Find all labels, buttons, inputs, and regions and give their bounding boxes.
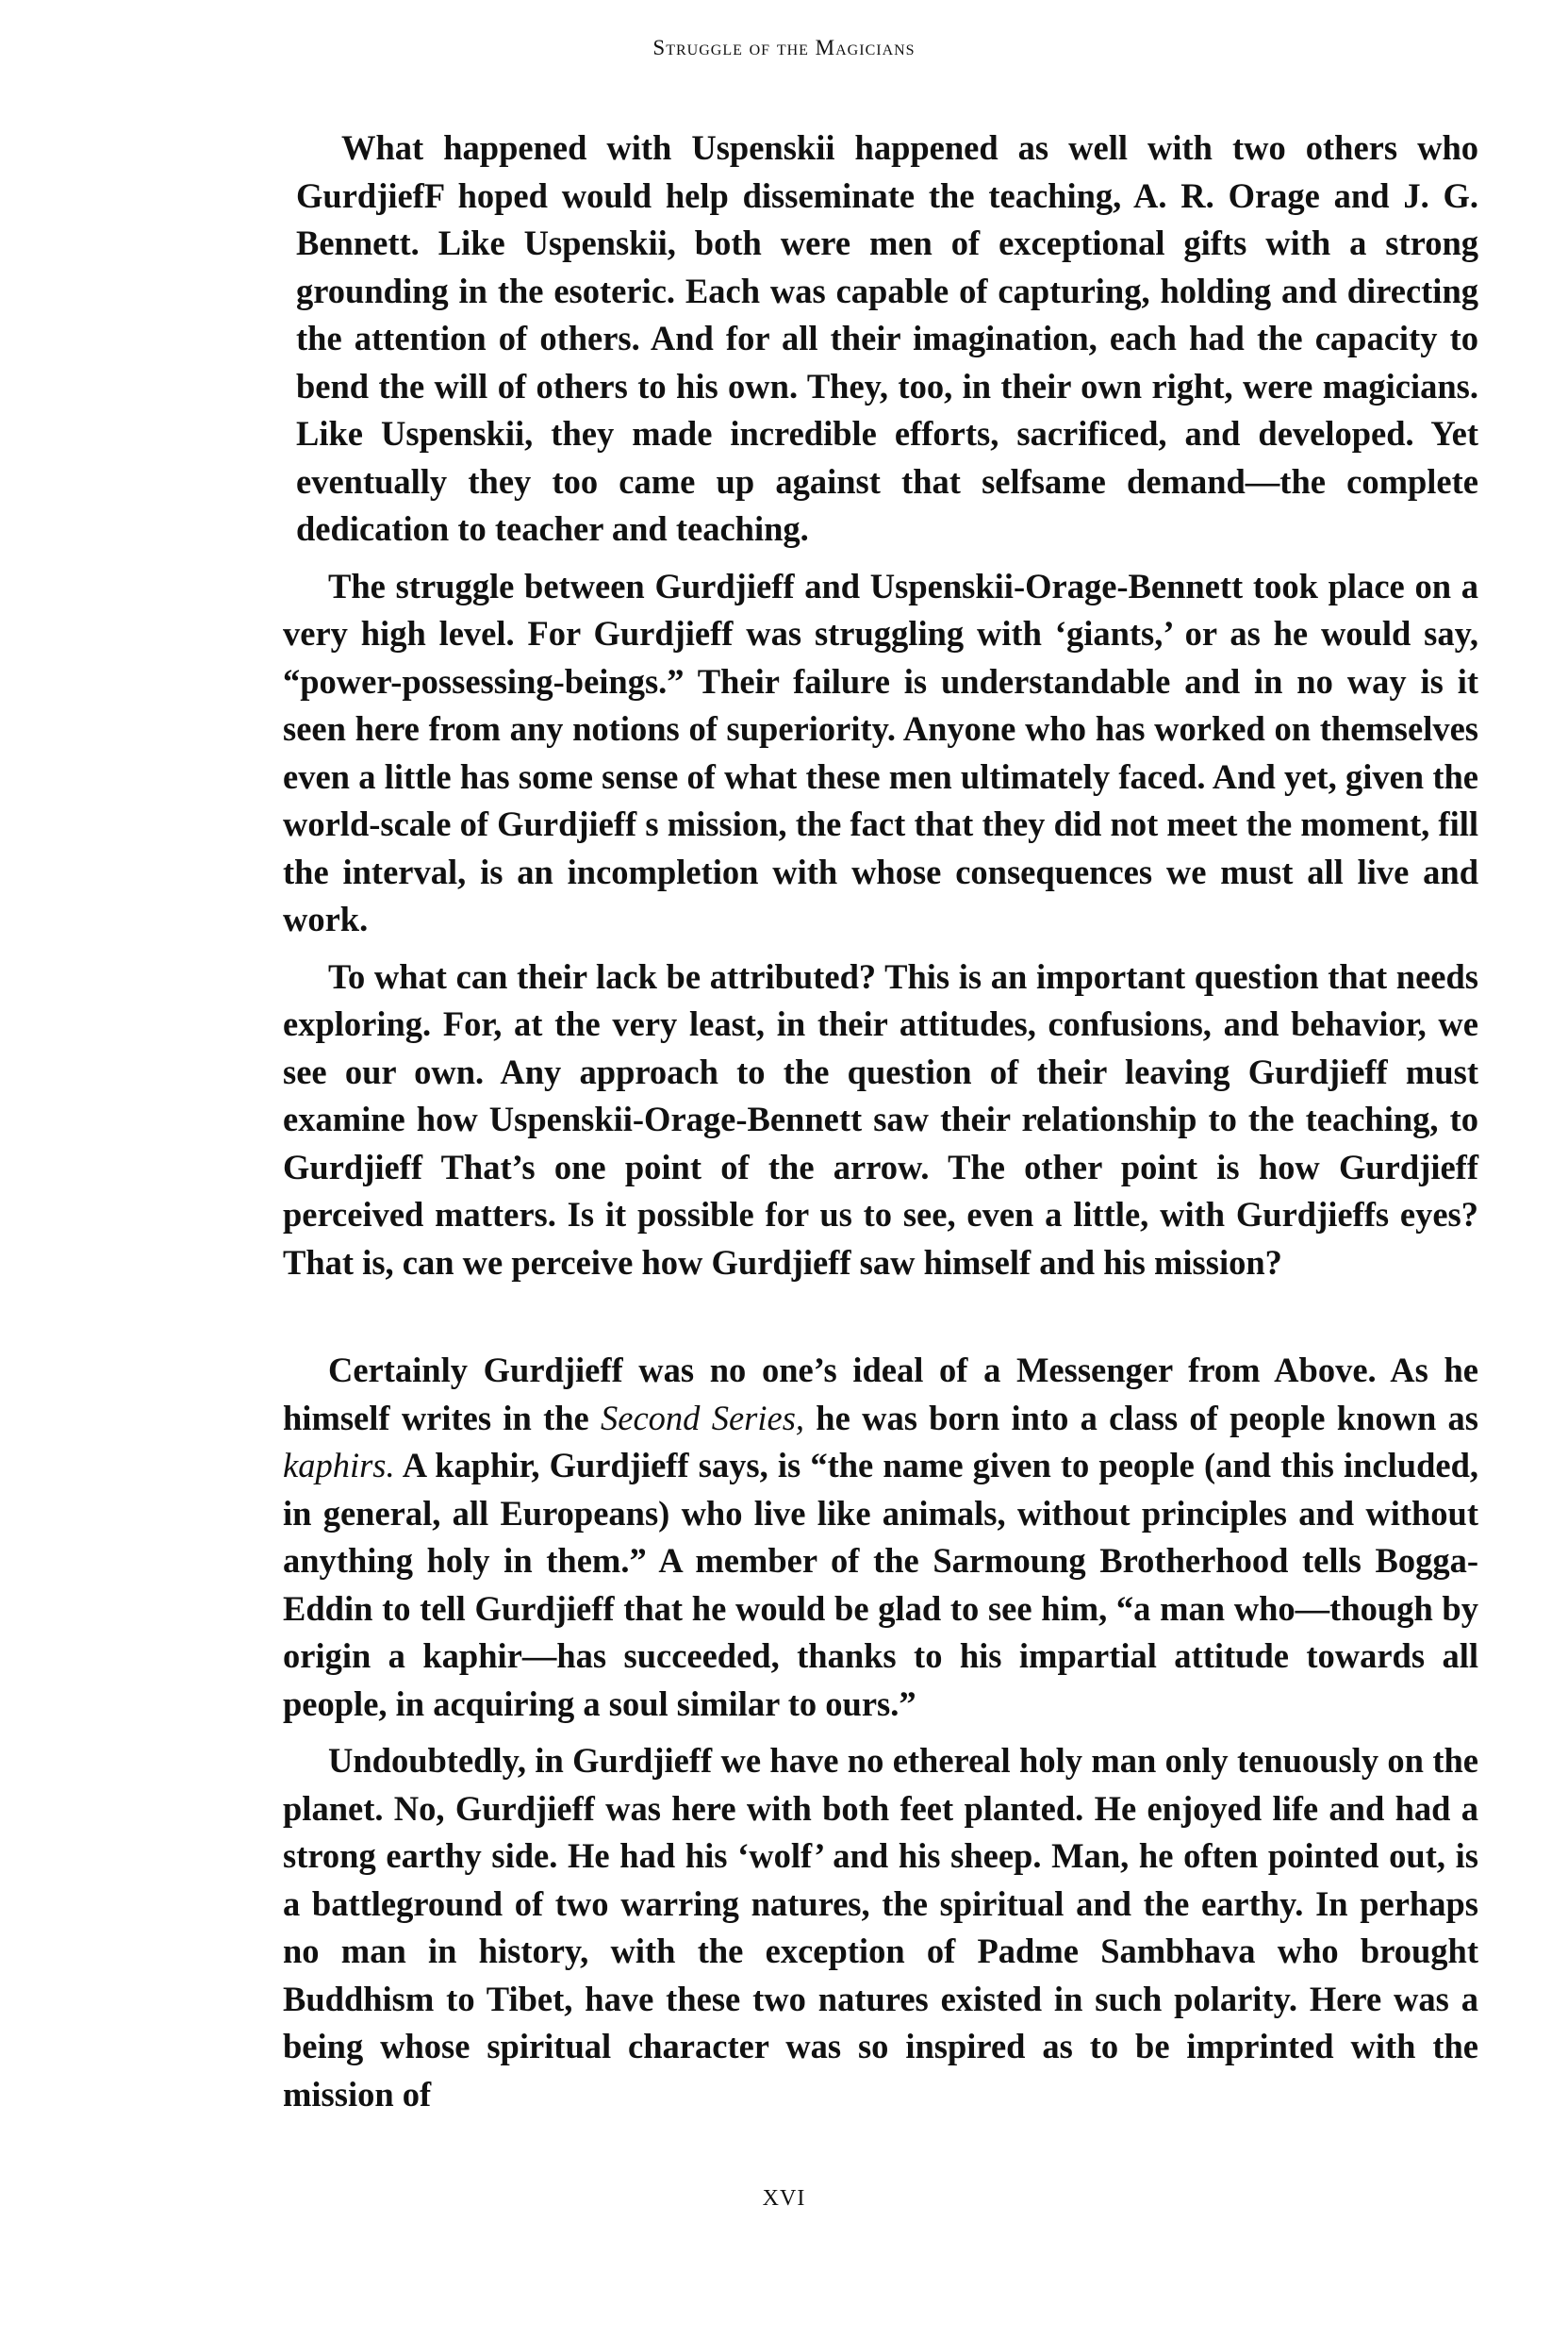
paragraph-5: Undoubtedly, in Gurdjieff we have no ethereal holy man only tenuously on the planet. No, Gurdjieff was here with both feet planted. He enjoyed life and had a strong earthy side. He had his ‘wolf’ and his sheep. Man, he often pointed out, is a battleground of two warring natures, the spiritual and the earthy. In perhaps no man in history, with the exception of Padme Sambhava who brought Buddhism to Tibet, have these two natures existed in such polarity. Here was a being whose spiritual character was so inspired as to be imprinted with the mission of	[283, 1741, 1478, 2114]
body-text	[283, 124, 1478, 2118]
page-number: XVI	[762, 2186, 806, 2211]
paragraph-1: What happened with Uspenskii happened as well with two others who GurdjiefF hoped would help disseminate the teaching, A. R. Orage and J. G. Bennett. Like Uspenskii, both were men of exceptional gifts with a strong grounding in the esoteric. Each was capable of capturing, holding and directing the attention of others. And for all their imagination, each had the capacity to bend the will of others to his own. They, too, in their own right, were magicians. Like Uspenskii, they made incredible efforts, sacrificed, and developed. Yet eventually they too came up against that selfsame demand—the complete dedication to teacher and teaching.	[296, 128, 1478, 548]
paragraph-4-part-1: Certainly Gurdjieff was no one’s ideal of a Messenger from Above. As he himself writes in the	[283, 1351, 1478, 1437]
book-title-second-series: Second Series,	[601, 1398, 805, 1437]
paragraph-2: The struggle between Gurdjieff and Uspenskii-Orage-Bennett took place on a very high level. For Gurdjieff was struggling with ‘giants,’ or as he would say, “power-possessing-beings.” Their failure is understandable and in no way is it seen here from any notions of superiority. Anyone who has worked on themselves even a little has some sense of what these men ultimately faced. And yet, given the world-scale of Gurdjieff s mission, the fact that they did not meet the moment, fill the interval, is an incompletion with whose consequences we must all live and work.	[283, 566, 1478, 938]
term-kaphirs: kaphirs.	[283, 1446, 395, 1484]
paragraph-4-part-3: A kaphir, Gurdjieff says, is “the name given to people (and this included, in general, all Europeans) who live like animals, without principles and without anything holy in them.” A member of the Sarmoung Brotherhood tells Bogga-Eddin to tell Gurdjieff that he would be glad to see him, “a man who—though by origin a kaphir—has succeeded, thanks to his impartial attitude towards all people, in acquiring a soul similar to ours.”	[283, 1446, 1478, 1723]
paragraph-3: To what can their lack be attributed? This is an important question that needs exploring. For, at the very least, in their attitudes, confusions, and behavior, we see our own. Any approach to the question of their leaving Gurdjieff must examine how Uspenskii-Orage-Bennett saw their relationship to the teaching, to Gurdjieff That’s one point of the arrow. The other point is how Gurdjieff perceived matters. Is it possible for us to see, even a little, with Gurdjieffs eyes? That is, can we perceive how Gurdjieff saw himself and his mission?	[283, 956, 1478, 1282]
paragraph-4-part-2: he was born into a class of people known as	[804, 1398, 1479, 1437]
paragraph-4	[283, 1347, 1478, 1728]
running-head: Struggle of the Magicians	[652, 36, 916, 59]
